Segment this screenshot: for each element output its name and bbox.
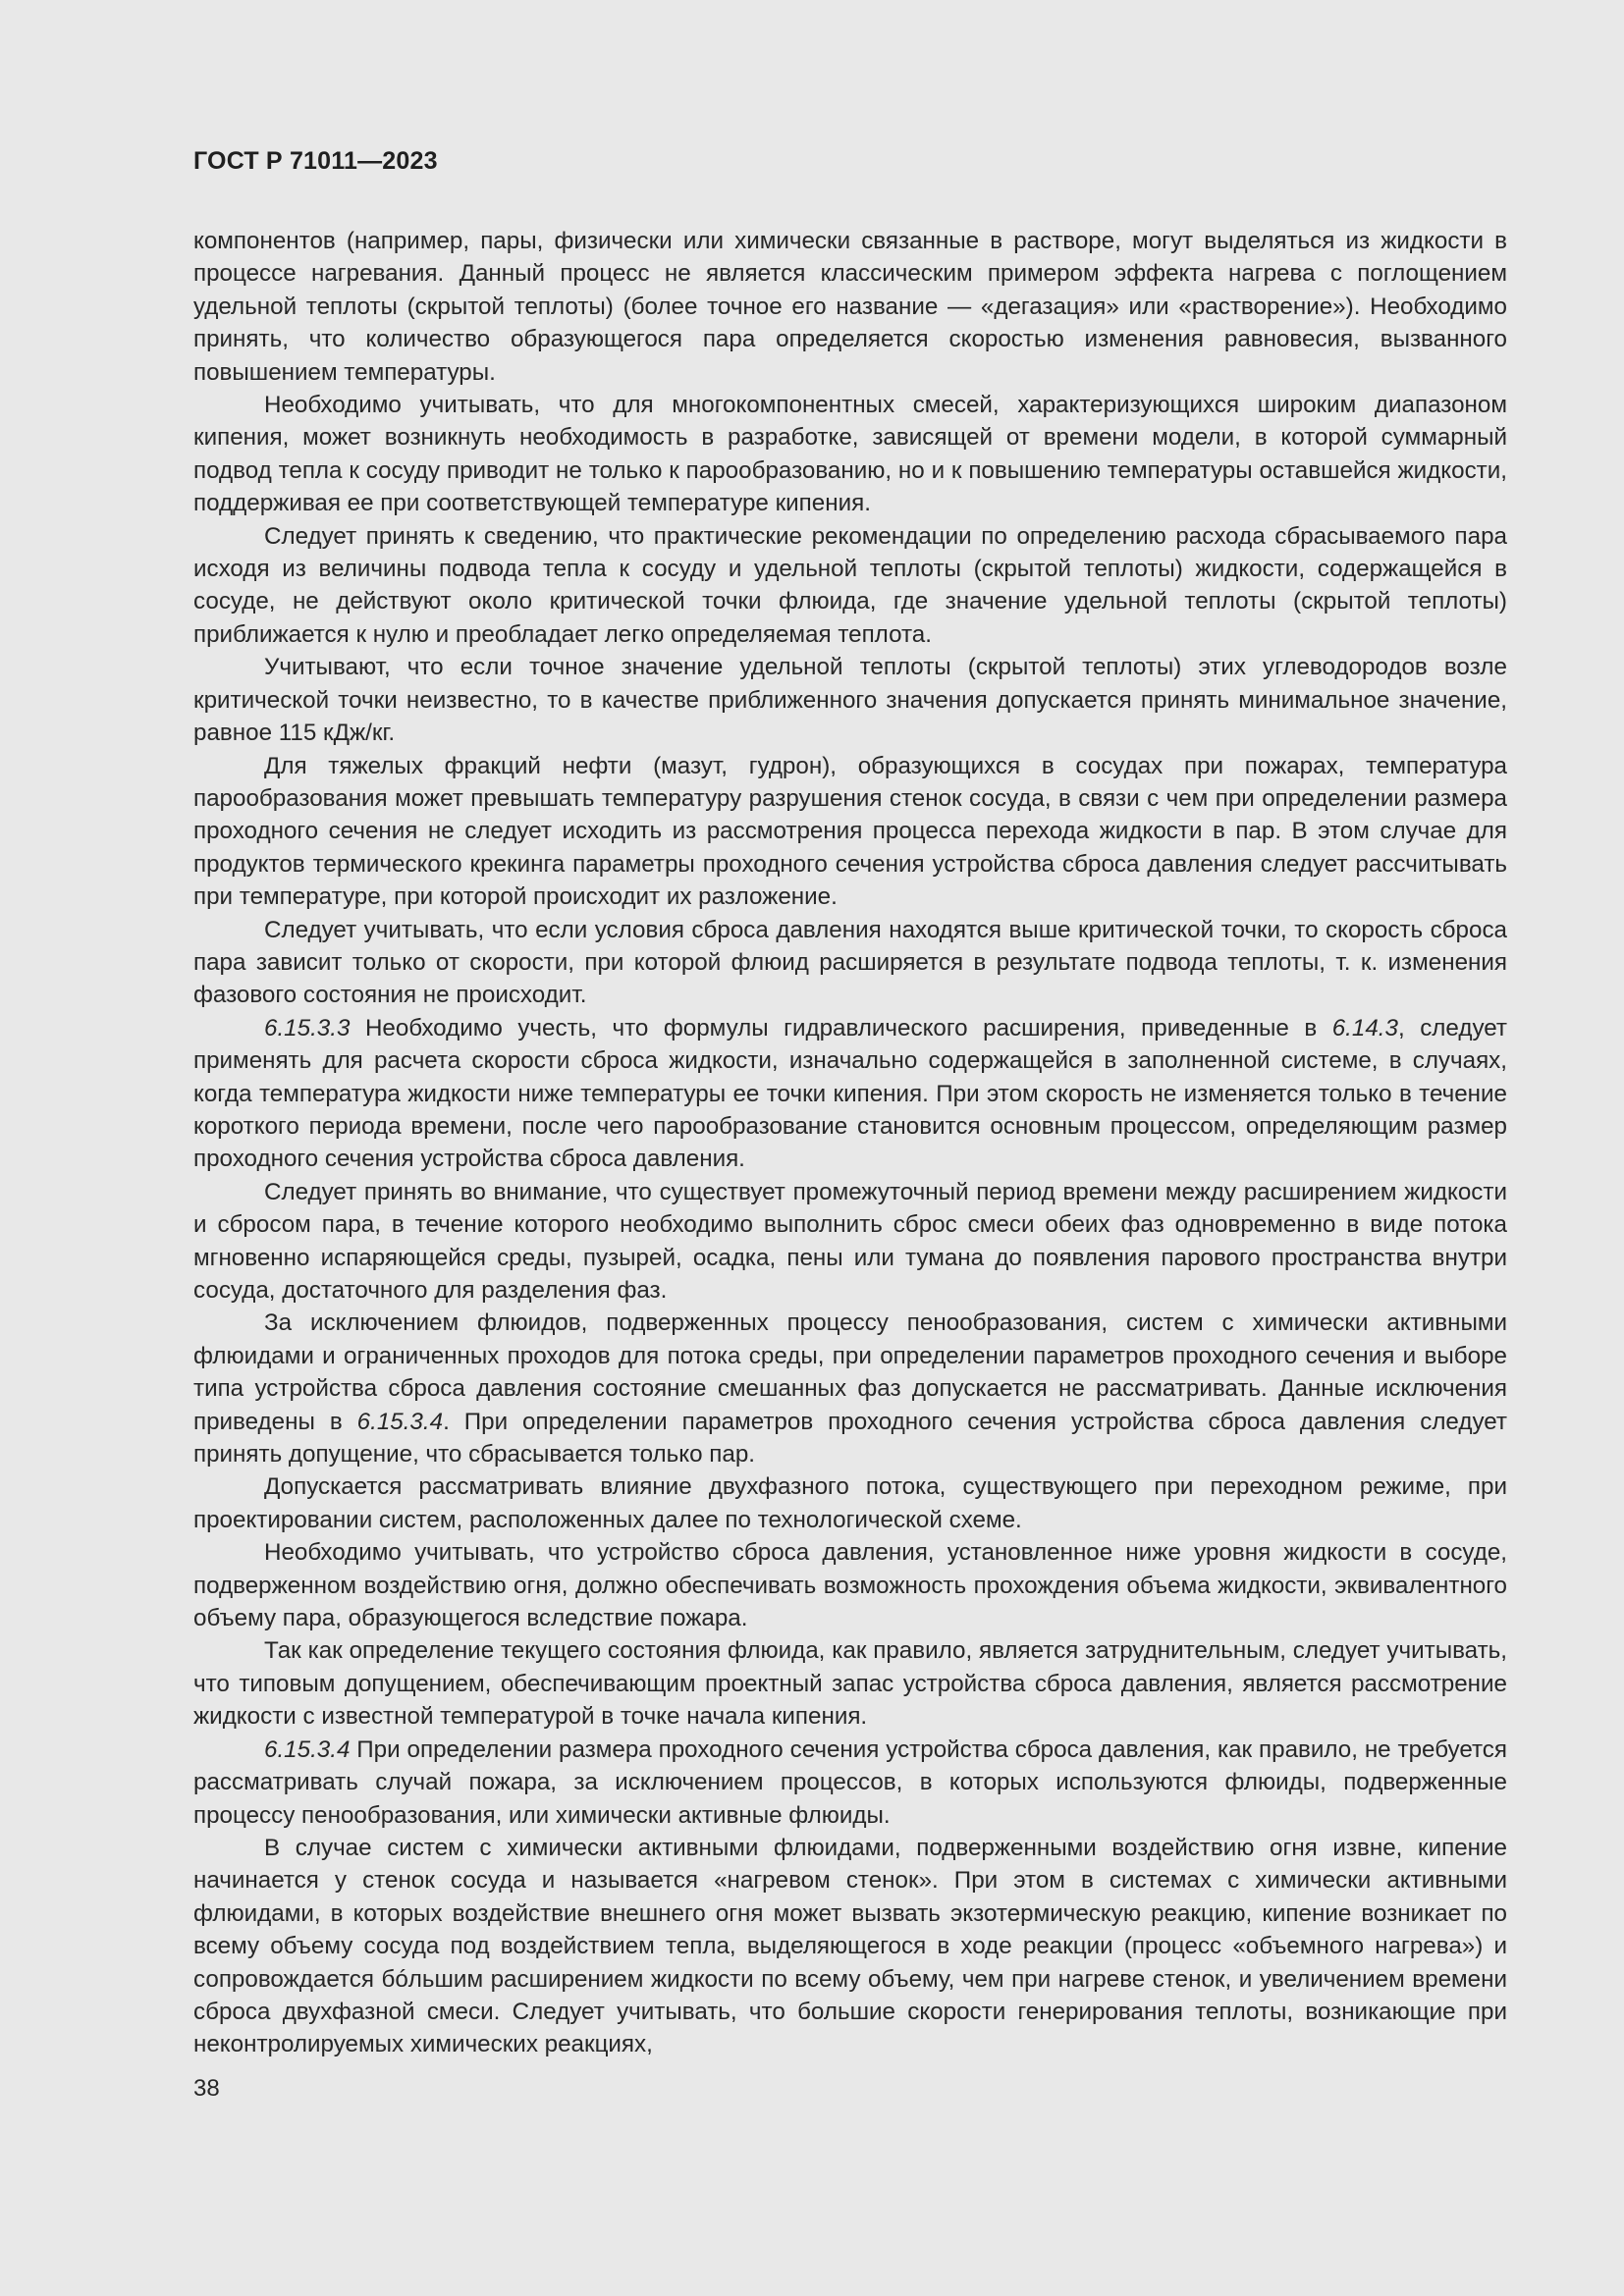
paragraph: Для тяжелых фракций нефти (мазут, гудрон), образующихся в сосудах при пожарах, температура парообразования может превышать температуру разрушения стенок сосуда, в связи с чем при определении размера проходного сечения не следует исходить из рассмотрения процесса перехода жидкости в пар. В этом случае для продуктов термического крекинга параметры проходного сечения устройства сброса давления следует рассчитывать при температуре, при которой происходит их разложение.	[193, 752, 1507, 911]
body-text	[193, 225, 1507, 2061]
cross-reference: 6.15.3.4	[356, 1408, 444, 1435]
exceptions-paragraph	[193, 1307, 1507, 1470]
paragraph: В случае систем с химически активными флюидами, подверженными воздействию огня извне, кипение начинается у стенок сосуда и называется «нагревом стенок». При этом в системах с химически активными флюидами, в которых воздействие внешнего огня может вызвать экзотермическую реакцию, кипение возникает по всему объему сосуда под воздействием тепла, выделяющегося в ходе реакции (процесс «объемного нагрева») и сопровождается бóльшим расширением жидкости по всему объему, чем при нагреве стенок, и увеличением времени сброса двухфазной смеси. Следует учитывать, что большие скорости генерирования теплоты, возникающие при неконтролируемых химических реакциях,	[193, 1834, 1507, 2058]
paragraph: Необходимо учитывать, что для многокомпонентных смесей, характеризующихся широким диапазоном кипения, может возникнуть необходимость в разработке, зависящей от времени модели, в которой суммарный подвод тепла к сосуду приводит не только к парообразованию, но и к повышению температуры оставшейся жидкости, поддерживая ее при соответствующей температуре кипения.	[193, 392, 1507, 517]
paragraph: Следует учитывать, что если условия сброса давления находятся выше критической точки, то скорость сброса пара зависит только от скорости, при которой флюид расширяется в результате подвода теплоты, т. к. изменения фазового состояния не происходит.	[193, 916, 1507, 1009]
paragraph-text: За исключением флюидов, подверженных процессу пенообразования, систем с химически активными флюидами и ограниченных проходов для потока среды, при определении параметров проходного сечения и выборе типа устройства сброса давления состояние смешанных фаз допускается не рассматривать. Данные исключения приведены в	[193, 1309, 1507, 1435]
document-header: ГОСТ Р 71011—2023	[193, 147, 438, 175]
section-text: , следует применять для расчета скорости сброса жидкости, изначально содержащейся в заполненной системе, в случаях, когда температура жидкости ниже температуры ее точки кипения. При этом скорость не изменяется только в течение короткого периода времени, после чего парообразование становится основным процессом, определяющим размер проходного сечения устройства сброса давления.	[193, 1014, 1507, 1173]
section-6-15-3-4	[193, 1734, 1507, 1832]
section-6-15-3-3	[193, 1012, 1507, 1176]
paragraph-text: . При определении параметров проходного сечения устройства сброса давления следует принять допущение, что сбрасывается только пар.	[193, 1408, 1508, 1468]
section-number: 6.15.3.4	[264, 1735, 351, 1763]
section-number: 6.15.3.3	[264, 1014, 351, 1041]
cross-reference: 6.14.3	[1331, 1014, 1398, 1041]
page-number: 38	[193, 2075, 220, 2102]
paragraph: Учитывают, что если точное значение удельной теплоты (скрытой теплоты) этих углеводородов возле критической точки неизвестно, то в качестве приближенного значения допускается принять минимальное значение, равное 115 кДж/кг.	[193, 654, 1507, 747]
section-text: Необходимо учесть, что формулы гидравлического расширения, приведенные в	[350, 1014, 1332, 1041]
paragraph: Следует принять во внимание, что существует промежуточный период времени между расширением жидкости и сбросом пара, в течение которого необходимо выполнить сброс смеси обеих фаз одновременно в виде потока мгновенно испаряющейся среды, пузырей, осадка, пены или тумана до появления парового пространства внутри сосуда, достаточного для разделения фаз.	[193, 1178, 1507, 1304]
section-text: При определении размера проходного сечения устройства сброса давления, как правило, не требуется рассматривать случай пожара, за исключением процессов, в которых используются флюиды, подверженные процессу пенообразования, или химически активные флюиды.	[193, 1735, 1507, 1829]
paragraph: Так как определение текущего состояния флюида, как правило, является затруднительным, следует учитывать, что типовым допущением, обеспечивающим проектный запас устройства сброса давления, является рассмотрение жидкости с известной температурой в точке начала кипения.	[193, 1637, 1507, 1731]
paragraph: Следует принять к сведению, что практические рекомендации по определению расхода сбрасываемого пара исходя из величины подвода тепла к сосуду и удельной теплоты (скрытой теплоты) жидкости, содержащейся в сосуде, не действуют около критической точки флюида, где значение удельной теплоты (скрытой теплоты) приближается к нулю и преобладает легко определяемая теплота.	[193, 522, 1507, 648]
paragraph: Необходимо учитывать, что устройство сброса давления, установленное ниже уровня жидкости в сосуде, подверженном воздействию огня, должно обеспечивать возможность прохождения объема жидкости, эквивалентного объему пара, образующегося вследствие пожара.	[193, 1539, 1507, 1632]
paragraph: компонентов (например, пары, физически или химически связанные в растворе, могут выделяться из жидкости в процессе нагревания. Данный процесс не является классическим примером эффекта нагрева с поглощением удельной теплоты (скрытой теплоты) (более точное его название — «дегазация» или «растворение»). Необходимо принять, что количество образующегося пара определяется скоростью изменения равновесия, вызванного повышением температуры.	[193, 228, 1507, 386]
paragraph: Допускается рассматривать влияние двухфазного потока, существующего при переходном режиме, при проектировании систем, расположенных далее по технологической схеме.	[193, 1473, 1507, 1533]
